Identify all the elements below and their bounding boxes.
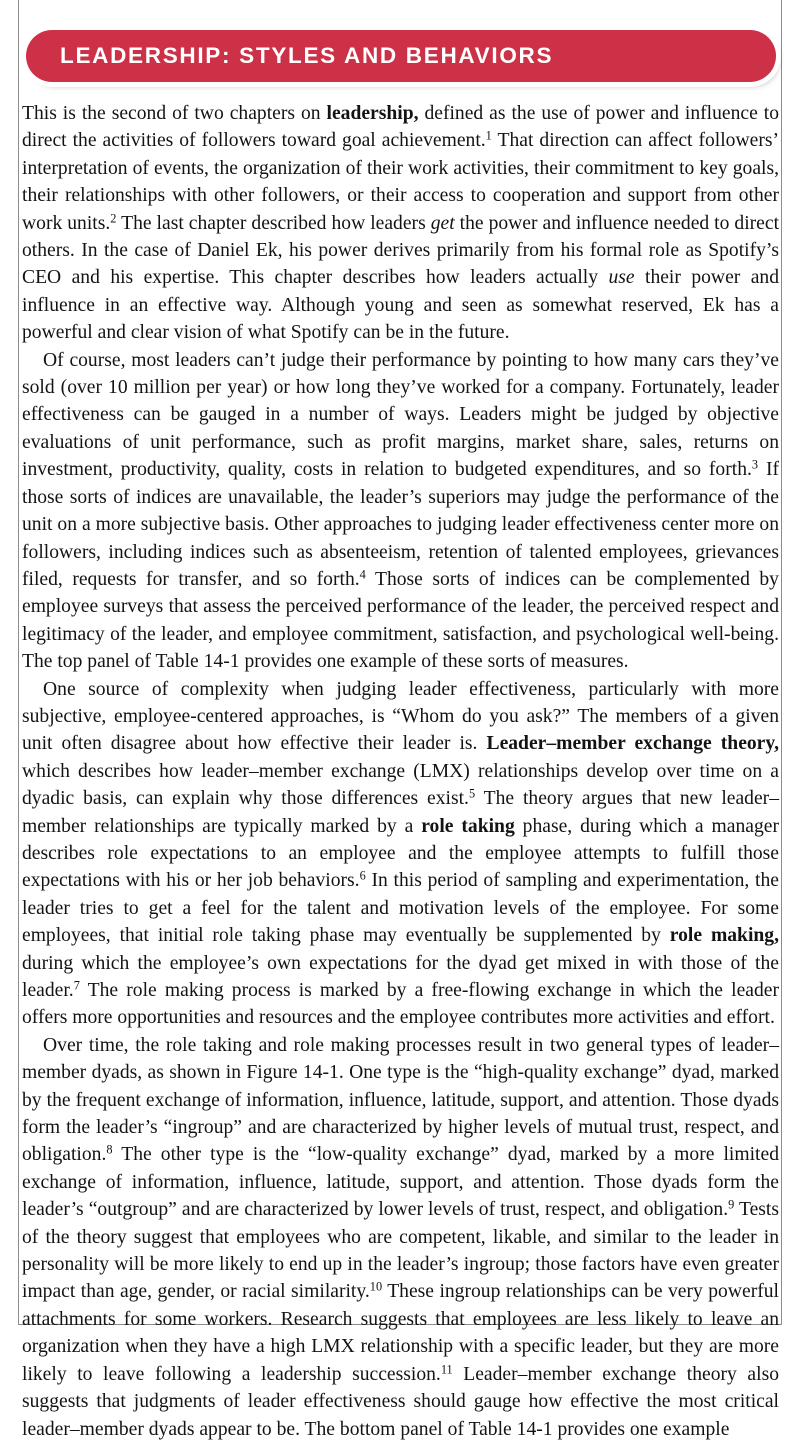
endnote-reference: 2 [110,211,117,226]
paragraph-p3 [22,676,779,1032]
text-run: One source of complexity when judging leader effectiveness, particularly with more subjective, employee-centered approaches, is “Whom do you ask?” The members of a given unit often disagree about how effective their leader is. [22,678,779,755]
key-term: leadership, [326,103,419,124]
text-run: during which the employee’s own expectations for the dyad get mixed in with those of the leader. [22,952,779,1001]
paragraph-p2 [22,347,779,676]
text-run: That direction can affect followers’ interpretation of events, the organization of their work activities, their commitment to key goals, their relationships with other followers, or their access to cooperation and support from other work units. [22,130,779,234]
text-run: the power and influence needed to direct others. In the case of Daniel Ek, his power derives primarily from his formal role as Spotify’s CEO and his expertise. This chapter describes how leaders actually [22,212,780,289]
text-run: which describes how leader–member exchange (LMX) relationships develop over time on a dyadic basis, can explain why those differences exist. [22,760,779,810]
endnote-reference: 4 [359,567,366,582]
text-run: defined as the use of power and influence to direct the activities of followers toward goal achievement. [22,103,779,152]
endnote-reference: 1 [485,129,492,143]
emphasis-text: get [430,212,455,234]
endnote-reference: 7 [73,978,80,993]
text-run: phase, during which a manager describes role expectations to an employee and the employee attempts to fulfill those expectations with his or her job behaviors. [22,815,779,892]
endnote-reference: 5 [468,786,476,801]
endnote-reference: 9 [728,1197,735,1212]
text-run: In this period of sampling and experimentation, the leader tries to get a feel for the talent and motivation levels of the employee. For some employees, that initial role taking phase may eventually be supplemented by [22,870,779,947]
endnote-reference: 10 [369,1280,383,1295]
text-run: Leader–member exchange theory also suggests that judgments of leader effectiveness should gauge how effective the most critical leader–member dyads appear to be. The bottom panel of Table 14-1 provides one example [22,1363,779,1440]
text-run: The other type is the “low-quality exchange” dyad, marked by a more limited exchange of information, influence, latitude, support, and attention. Those dyads form the leader’s “outgroup” and are characterized by lower levels of trust, respect, and obligation. [22,1144,779,1221]
text-run: Those sorts of indices can be complemented by employee surveys that assess the perceived performance of the leader, the perceived respect and legitimacy of the leader, and employee commitment, satisfaction, and psychological well-being. The top panel of Table 14-1 provides one example of these sorts of measures. [22,568,779,673]
text-run: Over time, the role taking and role making processes result in two general types of leader–member dyads, as shown in Figure 14-1. One type is the “high-quality exchange” dyad, marked by the frequent exchange of information, influence, latitude, support, and attention. Those dyads form the leader’s “ingroup” and are characterized by higher levels of mutual trust, respect, and obligation. [22,1034,779,1166]
key-term: role making, [669,925,779,947]
endnote-reference: 11 [440,1362,453,1377]
endnote-reference: 6 [359,868,366,883]
text-run: These ingroup relationships can be very powerful attachments for some workers. Research suggests that employees are less likely to leave an organization when they have a high LMX relationship with a specific leader, but they are more likely to leave following a leadership succession. [22,1281,779,1385]
text-run: Tests of the theory suggest that employees who are competent, likable, and similar to the leader in personality will be more likely to end up in the leader’s ingroup; those factors have even greater impact than age, gender, or racial similarity. [22,1199,779,1303]
chapter-title: LEADERSHIP: STYLES AND BEHAVIORS [60,42,554,68]
text-run: The role making process is marked by a free-flowing exchange in which the leader offers more opportunities and resources and the employee contributes more activities and effort. [22,980,779,1029]
text-run: their power and influence in an effective way. Although young and seen as somewhat reserved, Ek has a powerful and clear vision of what Spotify can be in the future. [22,267,780,344]
emphasis-text: use [608,267,635,289]
text-run: The theory argues that new leader–member relationships are typically marked by a [22,788,779,837]
key-term: role taking [421,815,515,837]
endnote-reference: 8 [106,1143,113,1158]
text-run: Of course, most leaders can’t judge their performance by pointing to how many cars they’ve sold (over 10 million per year) or how long they’ve worked for a company. Fortunately, leader effectiveness can be gauged in a number of ways. Leaders might be judged by objective evaluations of unit performance, such as profit margins, market share, sales, returns on investment, productivity, quality, costs in relation to budgeted expenditures, and so forth. [22,349,779,481]
body-text-column [22,100,779,1443]
text-run: If those sorts of indices are unavailable, the leader’s superiors may judge the performance of the unit on a more subjective basis. Other approaches to judging leader effectiveness center more on followers, including indices such as absenteeism, retention of talented employees, grievances filed, requests for transfer, and so forth. [22,459,779,590]
text-run: This is the second of two chapters on [22,103,327,124]
text-run: The last chapter described how leaders [116,212,431,234]
chapter-banner [26,30,776,82]
paragraph-p1 [22,100,779,347]
chapter-banner-pill [26,30,776,82]
paragraph-p4 [22,1032,779,1443]
endnote-reference: 3 [751,457,759,472]
key-term: Leader–member exchange theory, [486,733,779,755]
